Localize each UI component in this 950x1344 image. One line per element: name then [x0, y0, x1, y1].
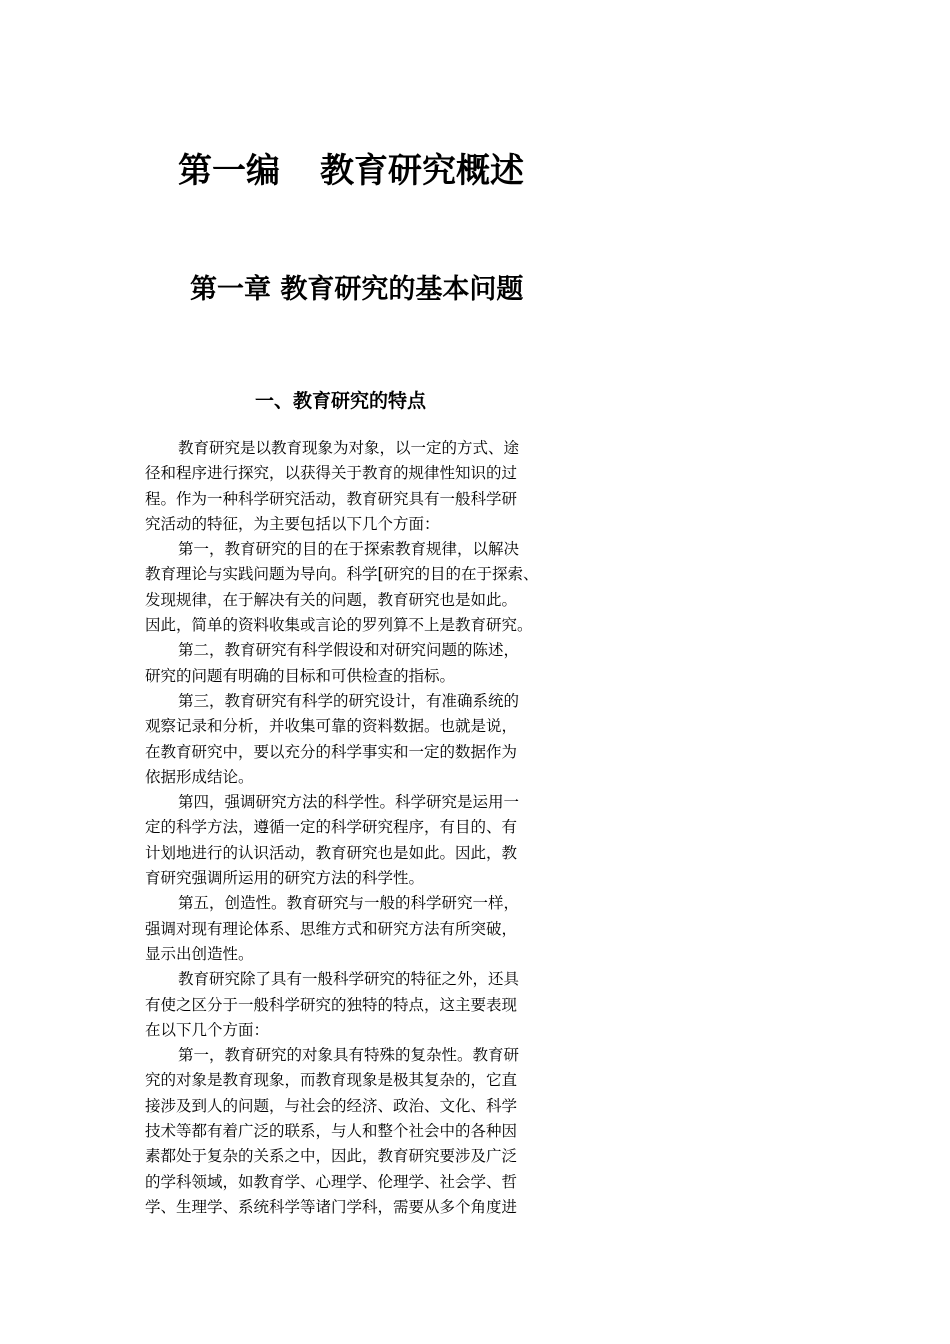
part-label: 第一编: [178, 151, 280, 191]
body-line: 第一，教育研究的对象具有特殊的复杂性。教育研: [178, 1046, 520, 1065]
body-line: 在以下几个方面：: [145, 1020, 270, 1039]
body-line: 究的对象是教育现象，而教育现象是极其复杂的，它直: [145, 1071, 518, 1090]
body-line: 发现规律，在于解决有关的问题，教育研究也是如此。: [145, 590, 518, 609]
section-title: 一、教育研究的特点: [255, 390, 427, 412]
body-line: 教育研究是以教育现象为对象，以一定的方式、途: [178, 439, 520, 457]
body-line: 素都处于复杂的关系之中，因此，教育研究要涉及广泛: [145, 1147, 518, 1166]
body-line: 学、生理学、系统科学等诸门学科，需要从多个角度进: [145, 1197, 518, 1216]
body-line: 依据形成结论。: [145, 767, 254, 786]
body-line: 强调对现有理论体系、思维方式和研究方法有所突破，: [145, 919, 518, 938]
body-line: 程。作为一种科学研究活动，教育研究具有一般科学研: [145, 489, 518, 508]
part-name: 教育研究概述: [320, 151, 524, 191]
body-line: 育研究强调所运用的研究方法的科学性。: [145, 869, 425, 888]
body-line: 技术等都有着广泛的联系，与人和整个社会中的各种因: [145, 1122, 518, 1141]
body-line: 接涉及到人的问题，与社会的经济、政治、文化、科学: [145, 1096, 518, 1115]
body-line: 第二，教育研究有科学假设和对研究问题的陈述，: [178, 641, 520, 660]
body-line: 教育研究除了具有一般科学研究的特征之外，还具: [178, 970, 520, 989]
chapter-title: 第一章 教育研究的基本问题: [190, 274, 524, 305]
body-line: 计划地进行的认识活动，教育研究也是如此。因此，教: [145, 843, 518, 862]
body-line: 定的科学方法，遵循一定的科学研究程序，有目的、有: [145, 818, 518, 837]
body-line: 径和程序进行探究，以获得关于教育的规律性知识的过: [145, 464, 518, 483]
body-text: [145, 436, 575, 1220]
body-line: 的学科领域，如教育学、心理学、伦理学、社会学、哲: [145, 1172, 518, 1191]
body-line: 第四，强调研究方法的科学性。科学研究是运用一: [178, 793, 520, 812]
body-line: 第一，教育研究的目的在于探索教育规律，以解决: [178, 540, 520, 559]
body-line: 究活动的特征，为主要包括以下几个方面：: [145, 514, 440, 533]
body-line: 第五，创造性。教育研究与一般的科学研究一样，: [178, 894, 520, 913]
body-line: 研究的问题有明确的目标和可供检查的指标。: [145, 666, 456, 685]
part-title: [178, 146, 524, 196]
body-line: 第三，教育研究有科学的研究设计，有准确系统的: [178, 691, 520, 710]
body-line: 因此，简单的资料收集或言论的罗列算不上是教育研究。: [145, 616, 533, 635]
body-line: 教育理论与实践问题为导向。科学[研究的目的在于探索、: [145, 565, 539, 584]
body-line: 有使之区分于一般科学研究的独特的特点，这主要表现: [145, 995, 518, 1014]
body-line: 显示出创造性。: [145, 944, 254, 963]
body-line: 在教育研究中，要以充分的科学事实和一定的数据作为: [145, 742, 518, 761]
body-line: 观察记录和分析，并收集可靠的资料数据。也就是说，: [145, 717, 518, 736]
